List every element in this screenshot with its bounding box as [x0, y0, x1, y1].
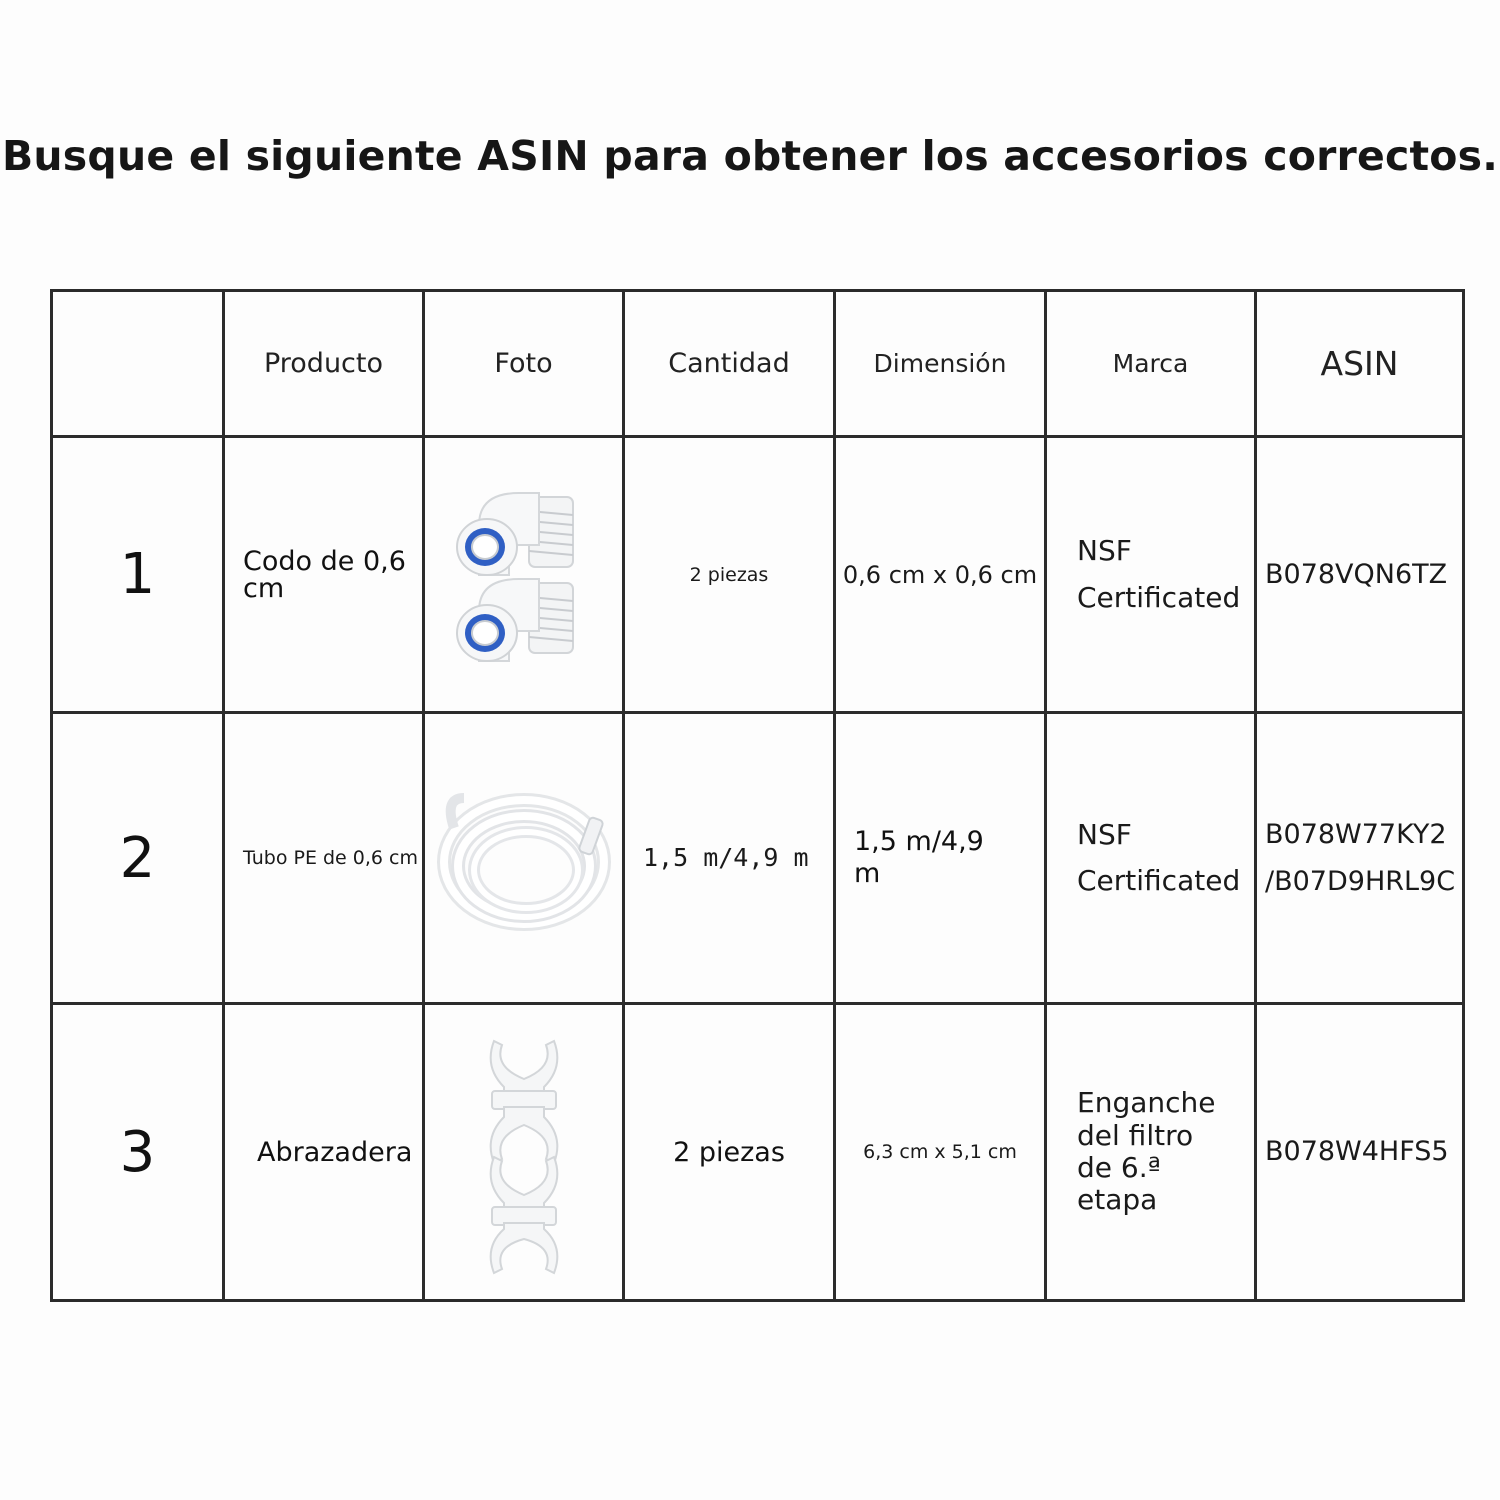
- asin-line: B078VQN6TZ: [1265, 558, 1448, 590]
- asin-line: B078W77KY2: [1265, 818, 1447, 850]
- header-cell-num: [52, 291, 224, 437]
- header-row: [52, 291, 1464, 437]
- elbow-fitting-icon: [439, 485, 609, 665]
- quantity: 1,5 m/4,9 m: [624, 713, 835, 1004]
- brand: [1046, 713, 1256, 1004]
- header-cantidad: Cantidad: [624, 291, 835, 437]
- dimension: 1,5 m/4,9 m: [835, 713, 1046, 1004]
- brand-line: NSF: [1077, 534, 1132, 568]
- product-photo: [424, 713, 624, 1004]
- product-name: Tubo PE de 0,6 cm: [224, 713, 424, 1004]
- asin-line: B078W4HFS5: [1265, 1136, 1449, 1168]
- brand-line: NSF: [1077, 817, 1132, 851]
- page-title: Busque el siguiente ASIN para obtener los accesorios correctos.: [1, 132, 1499, 180]
- header-foto: Foto: [424, 291, 624, 437]
- brand-line: Enganche del filtro de 6.ª etapa: [1077, 1086, 1216, 1217]
- brand-line: Certificated: [1077, 580, 1241, 614]
- quantity: 2 piezas: [624, 437, 835, 713]
- product-name: Abrazadera: [224, 1004, 424, 1301]
- header-asin: ASIN: [1256, 291, 1464, 437]
- header-producto: Producto: [224, 291, 424, 437]
- table-row: [52, 1004, 1464, 1301]
- dimension: 6,3 cm x 5,1 cm: [835, 1004, 1046, 1301]
- product-photo: [424, 437, 624, 713]
- row-number: 1: [52, 437, 224, 713]
- asin-line: /B07D9HRL9C: [1265, 866, 1456, 897]
- quantity: 2 piezas: [624, 1004, 835, 1301]
- header-dimension: Dimensión: [835, 291, 1046, 437]
- asin-code: [1256, 437, 1464, 713]
- brand: [1046, 1004, 1256, 1301]
- brand: [1046, 437, 1256, 713]
- header-marca: Marca: [1046, 291, 1256, 437]
- row-number: 3: [52, 1004, 224, 1301]
- asin-code: [1256, 1004, 1464, 1301]
- dimension: 0,6 cm x 0,6 cm: [835, 437, 1046, 713]
- product-photo: [424, 1004, 624, 1301]
- asin-code: [1256, 713, 1464, 1004]
- filter-clamp-icon: [464, 1027, 584, 1277]
- table-row: [52, 437, 1464, 713]
- brand-line: Certificated: [1077, 864, 1241, 897]
- accessories-table: [50, 289, 1465, 1302]
- row-number: 2: [52, 713, 224, 1004]
- table-row: [52, 713, 1464, 1004]
- product-name: Codo de 0,6 cm: [224, 437, 424, 713]
- pe-tube-coil-icon: [434, 758, 614, 958]
